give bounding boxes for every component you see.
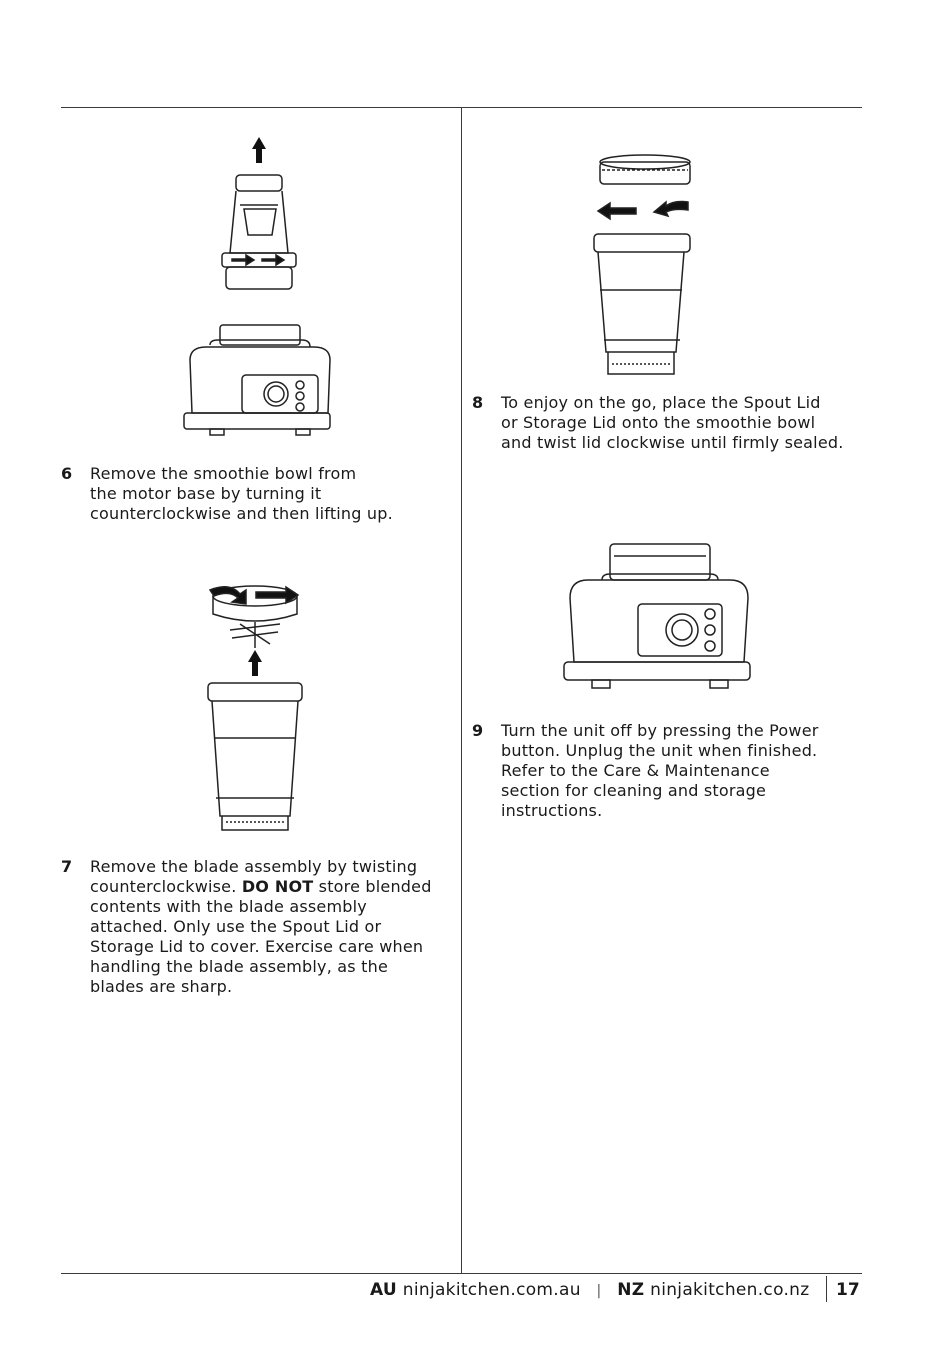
motor-base-illustration: [562, 538, 754, 693]
step-number: 7: [61, 857, 73, 876]
lid-on-bowl-illustration: [590, 152, 700, 382]
remove-bowl-illustration: [180, 135, 340, 445]
nz-website-link[interactable]: ninjakitchen.co.nz: [650, 1280, 810, 1300]
step-number: 8: [472, 393, 484, 412]
step-9: [472, 721, 867, 821]
step-text: To enjoy on the go, place the Spout Lid or Storage Lid onto the smoothie bowl and twist lid clockwise until firmly sealed.: [501, 393, 844, 452]
warning-emphasis: DO NOT: [241, 877, 314, 896]
page-number-divider: [826, 1276, 827, 1302]
column-divider: [461, 107, 462, 1274]
step-number: 6: [61, 464, 73, 483]
step-8: [472, 393, 867, 453]
footer-websites: [370, 1279, 809, 1302]
au-website-link[interactable]: ninjakitchen.com.au: [402, 1280, 581, 1300]
page-number: 17: [836, 1280, 860, 1300]
footer-separator: |: [596, 1283, 602, 1299]
step-6: [61, 464, 451, 524]
nz-label: NZ: [617, 1280, 645, 1300]
remove-blade-illustration: [200, 578, 310, 833]
step-number: 9: [472, 721, 484, 740]
step-text: Turn the unit off by pressing the Power button. Unplug the unit when finished. Refer to the Care & Maintenance section for cleaning and storage instructions.: [501, 721, 819, 820]
step-text: Remove the smoothie bowl from the motor base by turning it counterclockwise and then lifting up.: [90, 464, 393, 523]
step-text: Remove the blade assembly by twisting counterclockwise. DO NOT store blended contents with the blade assembly attached. Only use the Spout Lid or Storage Lid to cover. Exercise care when handling the blade assembly, as the blades are sharp.: [90, 857, 432, 996]
bottom-rule: [61, 1273, 862, 1274]
step-7: [61, 857, 456, 997]
au-label: AU: [370, 1280, 398, 1300]
